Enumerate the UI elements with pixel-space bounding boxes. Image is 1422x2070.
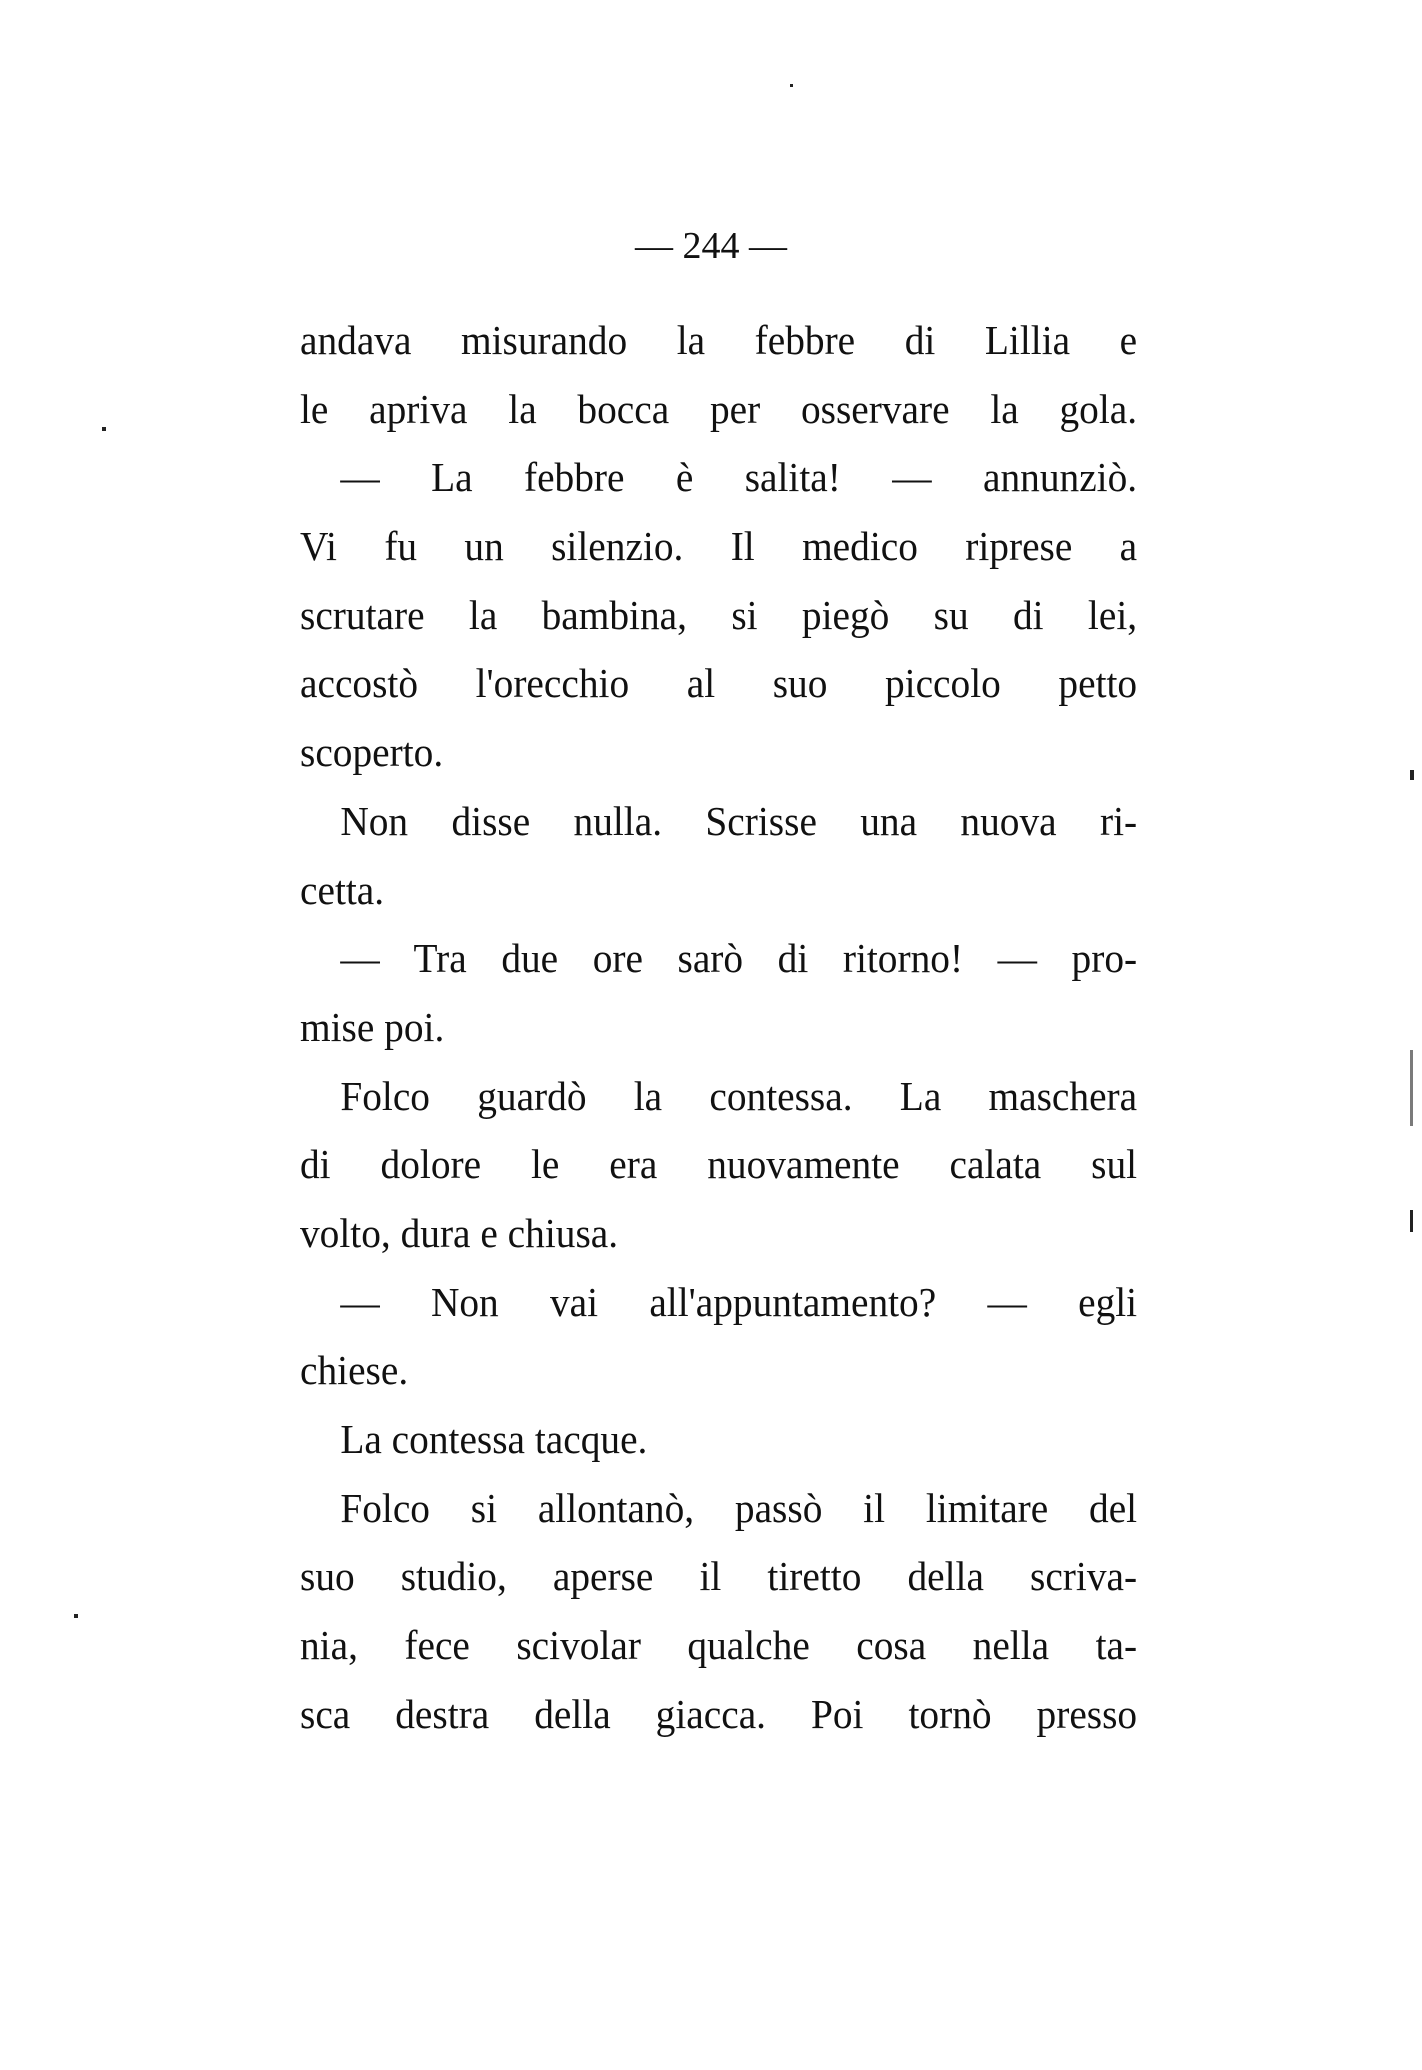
text-line: — Tra due ore sarò di ritorno! — pro-	[340, 935, 1138, 982]
text-line: mise poi.	[300, 1003, 445, 1050]
scan-speck	[1410, 1210, 1413, 1232]
text-line: — La febbre è salita! — annunziò.	[340, 454, 1138, 501]
text-line: — Non vai all'appuntamento? — egli	[340, 1278, 1138, 1325]
scan-speck	[1410, 1050, 1413, 1126]
text-line: suo studio, aperse il tiretto della scriva-	[300, 1553, 1138, 1600]
text-line: Vi fu un silenzio. Il medico riprese a	[300, 523, 1138, 570]
text-line: cetta.	[300, 866, 385, 913]
text-line: chiese.	[300, 1347, 409, 1394]
text-line: accostò l'orecchio al suo piccolo petto	[300, 660, 1138, 707]
text-line: Folco si allontanò, passò il limitare del	[340, 1484, 1138, 1531]
page-number: — 244 —	[635, 225, 787, 267]
body-text	[300, 306, 1172, 1748]
text-line: nia, fece scivolar qualche cosa nella ta-	[300, 1622, 1138, 1669]
text-line: Folco guardò la contessa. La maschera	[340, 1072, 1138, 1119]
scan-speck	[790, 84, 793, 87]
text-line: sca destra della giacca. Poi tornò presso	[300, 1690, 1138, 1737]
scan-speck	[102, 427, 106, 431]
text-line: di dolore le era nuovamente calata sul	[300, 1141, 1138, 1188]
text-line: La contessa tacque.	[340, 1416, 648, 1462]
text-line: volto, dura e chiusa.	[300, 1209, 619, 1256]
text-line: andava misurando la febbre di Lillia e	[300, 317, 1138, 363]
text-line: scrutare la bambina, si piegò su di lei,	[300, 591, 1138, 638]
scan-speck	[74, 1614, 78, 1618]
text-line: Non disse nulla. Scrisse una nuova ri-	[340, 797, 1138, 844]
scan-speck	[1410, 770, 1414, 780]
text-line: le apriva la bocca per osservare la gola.	[300, 385, 1138, 432]
text-line: scoperto.	[300, 729, 444, 776]
